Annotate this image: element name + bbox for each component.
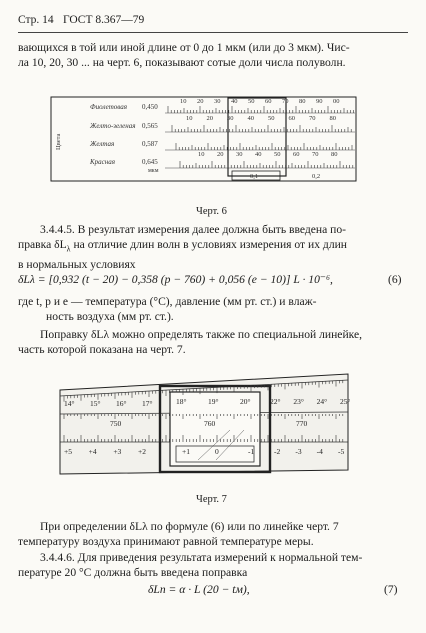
correction-number: -4	[316, 447, 323, 456]
formula-7: δLn = α · L (20 − tм),	[148, 583, 250, 596]
temperature-label: 14°	[64, 399, 75, 408]
wavelength-value: 0,645	[142, 158, 158, 166]
correction-number: -2	[274, 447, 281, 456]
scale-number: 20	[197, 98, 204, 105]
formula-6: δLλ = [0,932 (t − 20) − 0,358 (p − 760) + 0,056 (e − 10)] L · 10⁻⁶,	[18, 273, 333, 286]
correction-number: -1	[248, 447, 255, 456]
temperature-label: 15°	[90, 399, 101, 408]
color-name: Красная	[90, 158, 115, 166]
scale-number: 80	[329, 115, 336, 122]
page-number: Стр. 14	[18, 14, 54, 26]
text-fragment: правка δL	[18, 238, 67, 252]
text-line: вающихся в той или иной длине от 0 до 1 мкм (или до 3 мкм). Чис-	[18, 41, 350, 54]
scale-number: 70	[309, 115, 316, 122]
figure-7-correction-ruler	[58, 370, 350, 485]
correction-number: -3	[295, 447, 302, 456]
wavelength-value: 0,565	[142, 122, 158, 130]
where-clause	[18, 294, 410, 325]
formula-7-number: (7)	[384, 583, 398, 596]
scale-number: 00	[333, 98, 340, 105]
scale-number: 80	[299, 98, 306, 105]
scale-number: 50	[274, 151, 281, 158]
text-line: правка $\delta L_\lambda$ на отличие длин волн в условиях измерения от их длин	[18, 238, 348, 254]
scale-number: 20	[206, 115, 213, 122]
correction-number: 0	[215, 447, 219, 456]
paragraph-3445	[18, 222, 410, 273]
paragraph-ruler	[18, 327, 410, 358]
formula-6-number: (6)	[388, 273, 402, 286]
pressure-label: 750	[110, 419, 122, 428]
text-line: часть которой показана на черт. 7.	[18, 343, 186, 357]
scale-number: 10	[198, 151, 205, 158]
text-line: Поправку δLλ можно определять также по специальной линейке,	[40, 328, 363, 341]
scale-number: 10	[180, 98, 187, 105]
intro-paragraph	[18, 40, 410, 71]
scale-number: 90	[316, 98, 323, 105]
scale-number: 40	[231, 98, 238, 105]
paragraph-3446	[18, 519, 410, 581]
scale-number: 50	[248, 98, 255, 105]
text-fragment: на отличие длин волн в условиях измерения от их длин	[70, 238, 348, 252]
temperature-label: 23°	[293, 397, 304, 406]
scale-number: 40	[255, 151, 262, 158]
scale-number: 80	[331, 151, 338, 158]
temperature-label: 17°	[142, 399, 153, 408]
unit-label: мкм	[148, 168, 159, 174]
wavelength-value: 0,450	[142, 103, 158, 111]
scale-number: 60	[265, 98, 272, 105]
scale-number: 40	[247, 115, 254, 122]
scale-number: 10	[186, 115, 193, 122]
figure-6-interference-scale	[50, 92, 360, 187]
correction-number: +3	[113, 447, 122, 456]
standard-code: ГОСТ 8.367—79	[63, 14, 145, 26]
scale-number: 50	[268, 115, 275, 122]
wavelength-value: 0,587	[142, 140, 158, 148]
temperature-label: 16°	[116, 399, 127, 408]
temperature-label: 20°	[240, 397, 251, 406]
text-line: ла 10, 20, 30 ... на черт. 6, показывают сотые доли числа полуволн.	[18, 56, 346, 70]
text-line: температуру воздуха принимают равной температуре меры.	[18, 535, 314, 549]
correction-number: +2	[138, 447, 146, 456]
correction-number: +4	[88, 447, 97, 456]
text-line: 3.4.4.6. Для приведения результата измерений к нормальной тем-	[40, 550, 363, 564]
temperature-label: 25°	[340, 397, 350, 406]
scale-number: 60	[293, 151, 300, 158]
text-line: где t, p и e — температура (°С), давление (мм рт. ст.) и влаж-	[18, 295, 317, 308]
color-name: Желто-зеленая	[90, 122, 136, 130]
temperature-label: 18°	[176, 397, 187, 406]
text-line: ность воздуха (мм рт. ст.).	[46, 310, 174, 324]
side-label: Цвета	[55, 133, 62, 150]
color-name: Фиолетовая	[90, 103, 127, 111]
figure-7-caption: Черт. 7	[196, 494, 227, 505]
scale-number: 0,1	[250, 173, 259, 180]
color-name: Желтая	[90, 140, 115, 148]
scale-number: 30	[227, 115, 234, 122]
temperature-label: 19°	[208, 397, 219, 406]
temperature-label: 24°	[316, 397, 328, 406]
scale-number: 60	[288, 115, 295, 122]
temperature-label: 22°	[270, 397, 281, 406]
text-line: 3.4.4.5. В результат измерения далее должна быть введена по-	[40, 223, 347, 236]
correction-number: +1	[182, 447, 190, 456]
scale-number: 30	[236, 151, 243, 158]
scale-number: 30	[214, 98, 221, 105]
scale-number: 20	[217, 151, 224, 158]
scale-number: 70	[282, 98, 289, 105]
figure-6-caption: Черт. 6	[196, 206, 227, 217]
correction-number: +5	[64, 447, 72, 456]
header-rule	[18, 32, 408, 33]
text-line: в нормальных условиях	[18, 258, 136, 272]
text-line: пературе 20 °С должна быть введена поправка	[18, 566, 248, 580]
scale-number: 70	[312, 151, 319, 158]
pressure-label: 760	[204, 419, 216, 428]
pressure-label: 770	[296, 419, 308, 428]
scale-number: 0,2	[312, 173, 321, 180]
text-line: При определении δLλ по формуле (6) или по линейке черт. 7	[40, 520, 339, 533]
correction-number: -5	[338, 447, 345, 456]
